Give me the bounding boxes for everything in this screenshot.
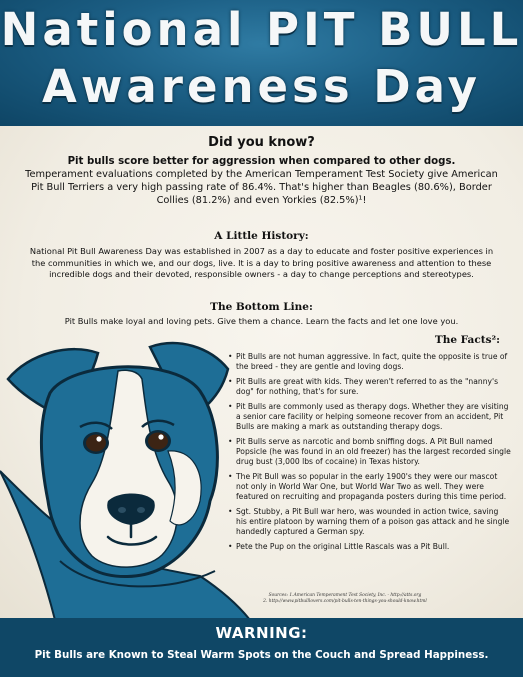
list-item: • Pit Bulls are great with kids. They weren't referred to as the "nanny's dog" for nothing, that's for sure. — [228, 377, 499, 396]
bullet-icon: • — [228, 402, 233, 411]
facts-list — [228, 352, 511, 557]
bullet-icon: • — [228, 472, 233, 481]
warning-body: Pit Bulls are Known to Steal Warm Spots on the Couch and Spread Happiness. — [34, 649, 489, 661]
history-title: A Little History: — [214, 230, 309, 242]
facts-title: The Facts²: — [434, 334, 500, 346]
list-item: • Sgt. Stubby, a Pit Bull war hero, was wounded in action twice, saving his entire platoon by warning them of a poison gas attack and he single handedly captured a German spy. — [228, 507, 510, 536]
sources — [250, 593, 440, 605]
list-item: • Pit Bulls are not human aggressive. In fact, quite the opposite is true of the breed - they are gentle and loving dogs. — [228, 352, 508, 371]
list-item: • Pit Bulls are commonly used as therapy dogs. Whether they are visiting a senior care facility or helping someone recover from an accident, Pit Bulls are making a mark as outstanding therapy dogs. — [228, 402, 509, 431]
bullet-icon: • — [228, 377, 233, 386]
source-line-2: 2. http://www.pitbulllovers.com/pit-bulls-ten-things-you-should-know.html — [263, 599, 427, 604]
header-banner — [0, 0, 523, 126]
bottom-line-body: Pit Bulls make loyal and loving pets. Give them a chance. Learn the facts and let one love you. — [64, 316, 459, 326]
bullet-icon: • — [228, 437, 233, 446]
bullet-icon: • — [228, 507, 233, 516]
bullet-icon: • — [228, 542, 233, 551]
bottom-line-title: The Bottom Line: — [210, 301, 313, 313]
warning-banner — [0, 618, 523, 677]
poster-title-line-2: Awareness Day — [42, 60, 481, 113]
warning-title: WARNING: — [215, 624, 308, 642]
list-item: • Pit Bulls serve as narcotic and bomb sniffing dogs. A Pit Bull named Popsicle (he was found in an old freezer) has the largest recorded single drug bust (3,000 lbs of cocaine) in Texas history. — [228, 437, 511, 466]
did-you-know-title: Did you know? — [208, 135, 315, 150]
history-body: National Pit Bull Awareness Day was established in 2007 as a day to educate and foster positive experiences in the communities in which we, and our dogs, live. It is a day to bring positive awareness and attention to these incredible dogs and their devoted, responsible owners - a day to change perceptions and stereotypes. — [29, 246, 494, 279]
list-item: • The Pit Bull was so popular in the early 1900's they were our mascot not only in World War One, but World War Two as well. They were featured on recruiting and propaganda posters during this time period. — [228, 472, 507, 501]
bullet-icon: • — [228, 352, 233, 361]
source-line-1: Sources: 1.American Temperament Test Society, Inc. - http://atts.org — [268, 593, 422, 598]
content-panel — [0, 126, 523, 618]
did-you-know-lead: Pit bulls score better for aggression when compared to other dogs. — [67, 156, 456, 167]
list-item: • Pete the Pup on the original Little Rascals was a Pit Bull. — [228, 542, 450, 551]
pit-bull-illustration — [0, 331, 250, 620]
poster-title-line-1: National PIT BULL — [0, 3, 523, 56]
did-you-know-body: Temperament evaluations completed by the American Temperament Test Society give American Pit Bull Terriers a very high passing rate of 86.4%. That's higher than Beagles (80.6%), Border Collies (81.2%) and even Yorkies (82.5%)¹! — [25, 169, 498, 206]
